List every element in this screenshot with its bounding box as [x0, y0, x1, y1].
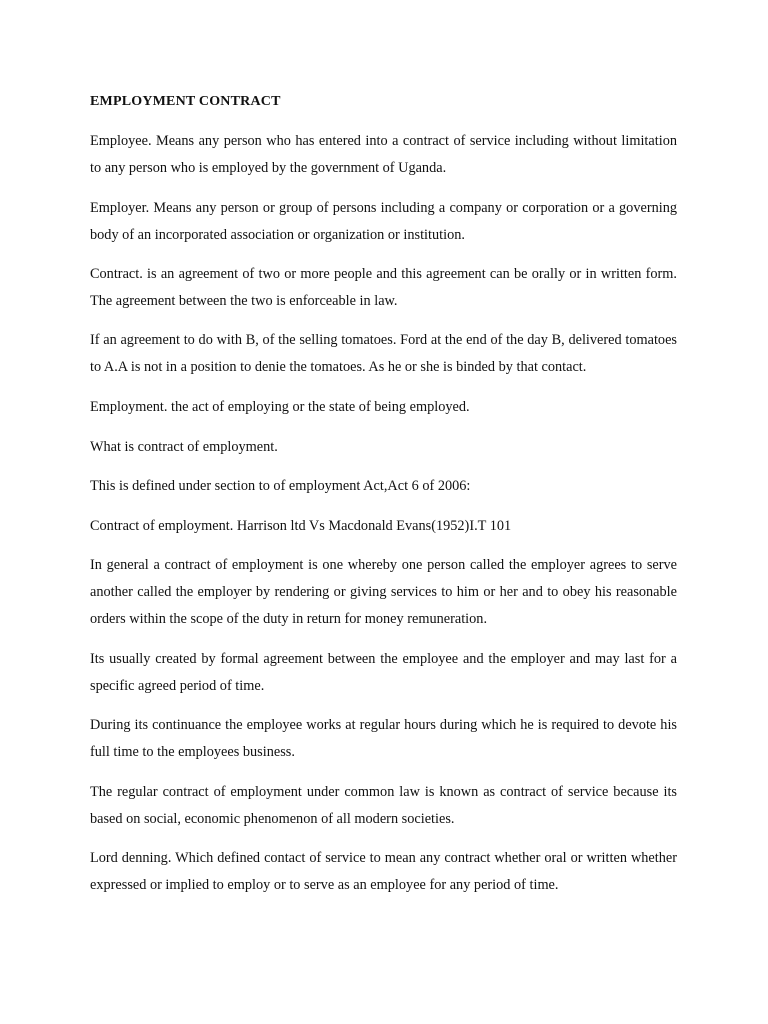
paragraph-common-law: The regular contract of employment under common law is known as contract of service because its based on social, economic phenomenon of all modern societies.	[90, 784, 677, 827]
paragraph-general-definition: In general a contract of employment is one whereby one person called the employer agrees to serve another called the employer by rendering or giving services to him or her and to obey his reasonable orders within the scope of the duty in return for money remuneration.	[90, 557, 677, 627]
paragraph-employment-definition: Employment. the act of employing or the state of being employed.	[90, 399, 470, 415]
paragraph-question: What is contract of employment.	[90, 439, 278, 455]
paragraph-employer-definition: Employer. Means any person or group of persons including a company or corporation or a governing body of an incorporated association or organization or institution.	[90, 200, 677, 243]
document-title: EMPLOYMENT CONTRACT	[90, 94, 281, 109]
paragraph-lord-denning: Lord denning. Which defined contact of service to mean any contract whether oral or written whether expressed or implied to employ or to serve as an employee for any period of time.	[90, 850, 677, 893]
paragraph-act-reference: This is defined under section to of employment Act,Act 6 of 2006:	[90, 478, 471, 494]
paragraph-tomatoes-example: If an agreement to do with B, of the selling tomatoes. Ford at the end of the day B, delivered tomatoes to A.A is not in a position to denie the tomatoes. As he or she is binded by that contact.	[90, 332, 677, 375]
paragraph-continuance: During its continuance the employee works at regular hours during which he is required to devote his full time to the employees business.	[90, 717, 677, 760]
paragraph-case-reference: Contract of employment. Harrison ltd Vs Macdonald Evans(1952)I.T 101	[90, 518, 512, 534]
paragraph-employee-definition: Employee. Means any person who has entered into a contract of service including without limitation to any person who is employed by the government of Uganda.	[90, 133, 677, 176]
paragraph-contract-definition: Contract. is an agreement of two or more people and this agreement can be orally or in written form. The agreement between the two is enforceable in law.	[90, 266, 677, 309]
paragraph-formal-agreement: Its usually created by formal agreement between the employee and the employer and may last for a specific agreed period of time.	[90, 651, 677, 694]
